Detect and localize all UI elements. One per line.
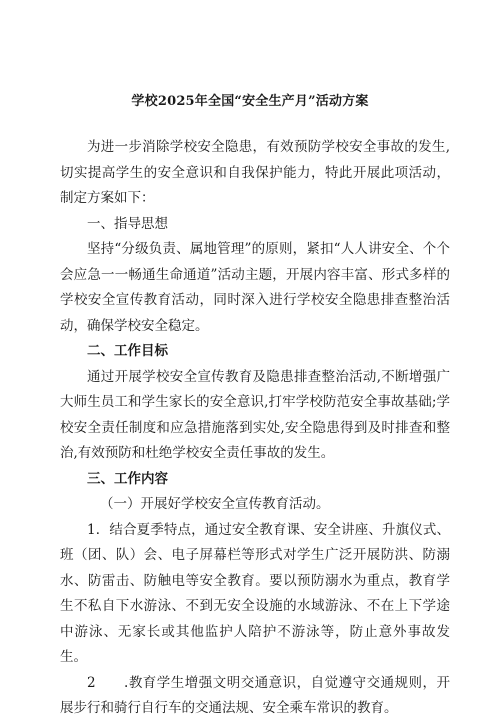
section-heading-work-goals: 二、工作目标 bbox=[87, 343, 168, 359]
list-item-traffic-safety: 2 .教育学生增强文明交通意识，自觉遵守交通规则，开展步行和骑行自行车的交通法规、安全乘车常识的教育。 bbox=[60, 674, 450, 716]
document-body bbox=[60, 135, 450, 722]
section-body-guiding-ideology: 坚持“分级负责、属地管理”的原则，紧扣“人人讲安全、个个会应急一一畅通生命通道”活动主题，开展内容丰富、形式多样的学校安全宣传教育活动，同时深入进行学校安全隐患排查整治活动，确保学校安全稳定。 bbox=[60, 241, 450, 334]
document-title: 学校2025年全国“安全生产月”活动方案 bbox=[131, 94, 369, 109]
list-item-summer-safety: 1．结合夏季特点，通过安全教育课、安全讲座、升旗仪式、班（团、队）会、电子屏幕栏等形式对学生广泛开展防洪、防溺水、防雷击、防触电等安全教育。要以预防溺水为重点，教育学生不私自下水游泳、不到无安全设施的水域游泳、不在上下学途中游泳、无家长或其他监护人陪护不游泳等，防止意外事故发生。 bbox=[60, 521, 450, 665]
subsection-heading-safety-education: （一）开展好学校安全宣传教育活动。 bbox=[100, 496, 330, 512]
section-body-work-goals: 通过开展学校安全宣传教育及隐患排查整治活动,不断增强广大师生员工和学生家长的安全意识,打牢学校防范安全事故基础;学校安全责任制度和应急措施落到实处,安全隐患得到及时排查和整治,有效预防和杜绝学校安全责任事故的发生。 bbox=[60, 368, 450, 461]
intro-paragraph: 为进一步消除学校安全隐患，有效预防学校安全事故的发生,切实提高学生的安全意识和自我保护能力，特此开展此项活动，制定方案如下： bbox=[60, 139, 450, 206]
section-heading-work-content: 三、工作内容 bbox=[87, 470, 168, 487]
section-heading-guiding-ideology: 一、指导思想 bbox=[87, 215, 168, 232]
